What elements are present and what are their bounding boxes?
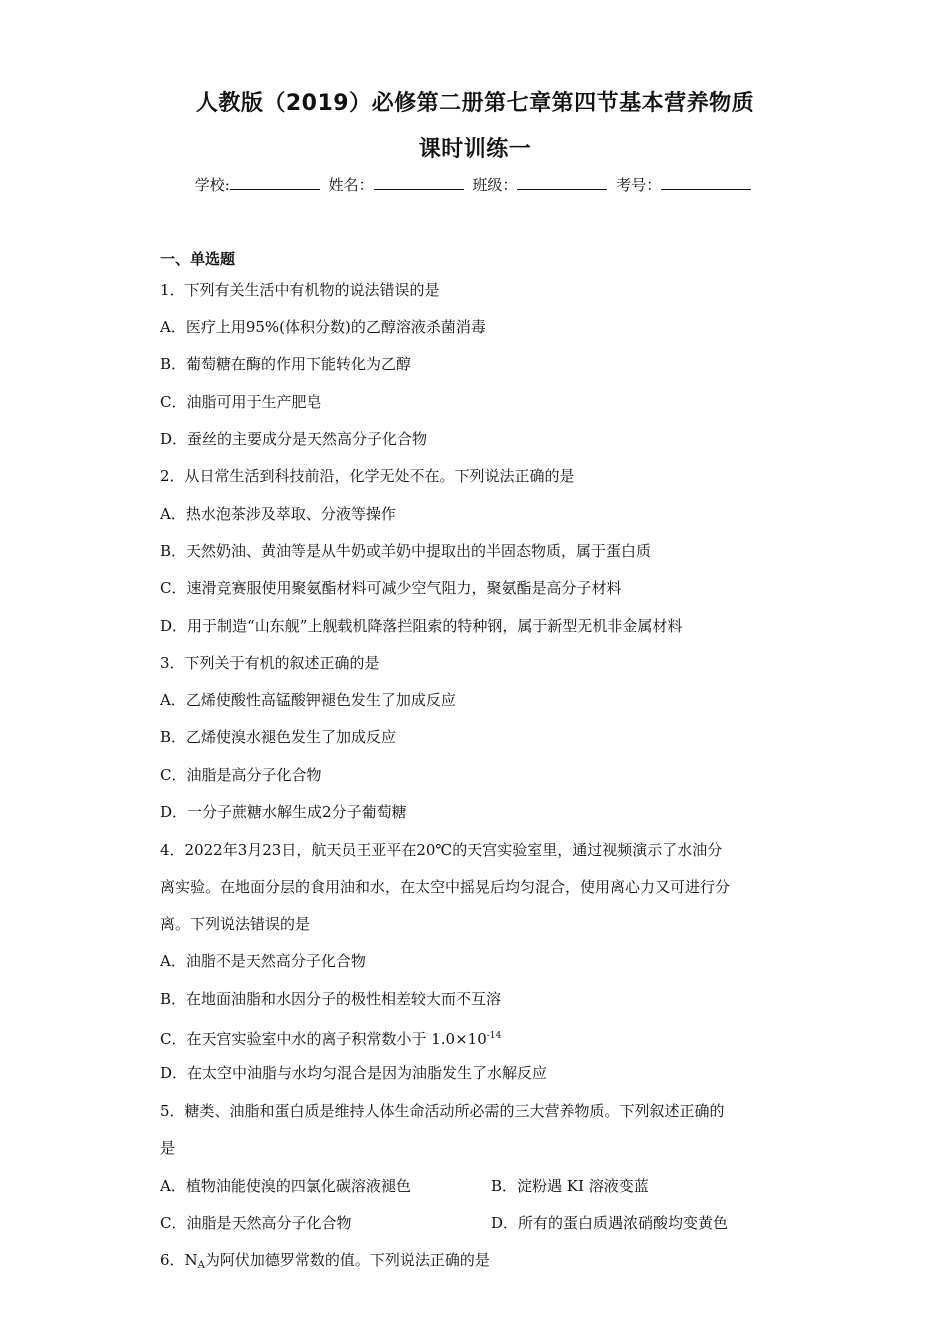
question-5-stem-line-1: 5．糖类、油脂和蛋白质是维持人体生命活动所必需的三大营养物质。下列叙述正确的 (160, 1102, 725, 1120)
question-3-option-b: B．乙烯使溴水褪色发生了加成反应 (160, 728, 397, 746)
question-4-option-a: A．油脂不是天然高分子化合物 (160, 952, 366, 970)
question-1-option-a: A．医疗上用95%(体积分数)的乙醇溶液杀菌消毒 (160, 318, 486, 336)
question-1-option-d: D．蚕丝的主要成分是天然高分子化合物 (160, 430, 428, 448)
name-blank[interactable] (374, 175, 464, 190)
question-6-prefix: 6．N (160, 1251, 198, 1269)
question-4-stem-line-1: 4．2022年3月23日，航天员王亚平在20℃的天宫实验室里，通过视频演示了水油分 (160, 841, 723, 859)
question-5-stem-line-2: 是 (160, 1139, 176, 1157)
name-label: 姓名： (328, 176, 374, 194)
question-3-option-c: C．油脂是高分子化合物 (160, 766, 322, 784)
school-label: 学校: (194, 176, 230, 194)
student-info-row (0, 174, 950, 195)
question-2-option-a: A．热水泡茶涉及萃取、分液等操作 (160, 505, 396, 523)
question-5-option-b: B．淀粉遇 KI 溶液变蓝 (491, 1177, 649, 1195)
document-title: 人教版（2019）必修第二册第七章第四节基本营养物质 (195, 91, 755, 116)
question-4-option-c-exponent: -14 (486, 1031, 502, 1041)
question-2-option-b: B．天然奶油、黄油等是从牛奶或羊奶中提取出的半固态物质，属于蛋白质 (160, 542, 652, 560)
question-2-stem: 2．从日常生活到科技前沿，化学无处不在。下列说法正确的是 (160, 467, 575, 485)
school-blank[interactable] (230, 175, 320, 190)
question-6-subscript: A (197, 1260, 205, 1271)
question-2-option-c: C．速滑竞赛服使用聚氨酯材料可减少空气阻力，聚氨酯是高分子材料 (160, 579, 622, 597)
question-3-stem: 3．下列关于有机的叙述正确的是 (160, 654, 380, 672)
section-title: 一、单选题 (160, 250, 236, 268)
question-4-option-c-text: C．在天宫实验室中水的离子积常数小于 1.0×10 (160, 1030, 487, 1048)
question-2-option-d: D．用于制造“山东舰”上舰载机降落拦阻索的特种钢，属于新型无机非金属材料 (160, 617, 683, 635)
class-blank[interactable] (517, 175, 607, 190)
question-3-option-a: A．乙烯使酸性高锰酸钾褪色发生了加成反应 (160, 691, 456, 709)
exam-no-blank[interactable] (661, 175, 751, 190)
question-5-option-d: D．所有的蛋白质遇浓硝酸均变黄色 (491, 1214, 729, 1232)
question-4-option-d: D．在太空中油脂与水均匀混合是因为油脂发生了水解反应 (160, 1064, 548, 1082)
document-subtitle: 课时训练一 (418, 137, 532, 162)
exam-no-label: 考号： (616, 176, 662, 194)
question-6-rest: 为阿伏加德罗常数的值。下列说法正确的是 (204, 1251, 490, 1269)
question-4-option-c (160, 1026, 501, 1049)
question-1-stem: 1．下列有关生活中有机物的说法错误的是 (160, 281, 440, 299)
question-4-stem-line-2: 离实验。在地面分层的食用油和水，在太空中摇晃后均匀混合，使用离心力又可进行分 (160, 878, 731, 896)
question-4-stem-line-3: 离。下列说法错误的是 (160, 915, 311, 933)
question-1-option-c: C．油脂可用于生产肥皂 (160, 393, 322, 411)
question-4-option-b: B．在地面油脂和水因分子的极性相差较大而不互溶 (160, 990, 502, 1008)
question-3-option-d: D．一分子蔗糖水解生成2分子葡萄糖 (160, 803, 407, 821)
question-1-option-b: B．葡萄糖在酶的作用下能转化为乙醇 (160, 355, 412, 373)
question-6-stem (160, 1250, 490, 1276)
question-5-option-c: C．油脂是天然高分子化合物 (160, 1214, 352, 1232)
class-label: 班级： (472, 176, 518, 194)
question-5-option-a: A．植物油能使溴的四氯化碳溶液褪色 (160, 1177, 411, 1195)
